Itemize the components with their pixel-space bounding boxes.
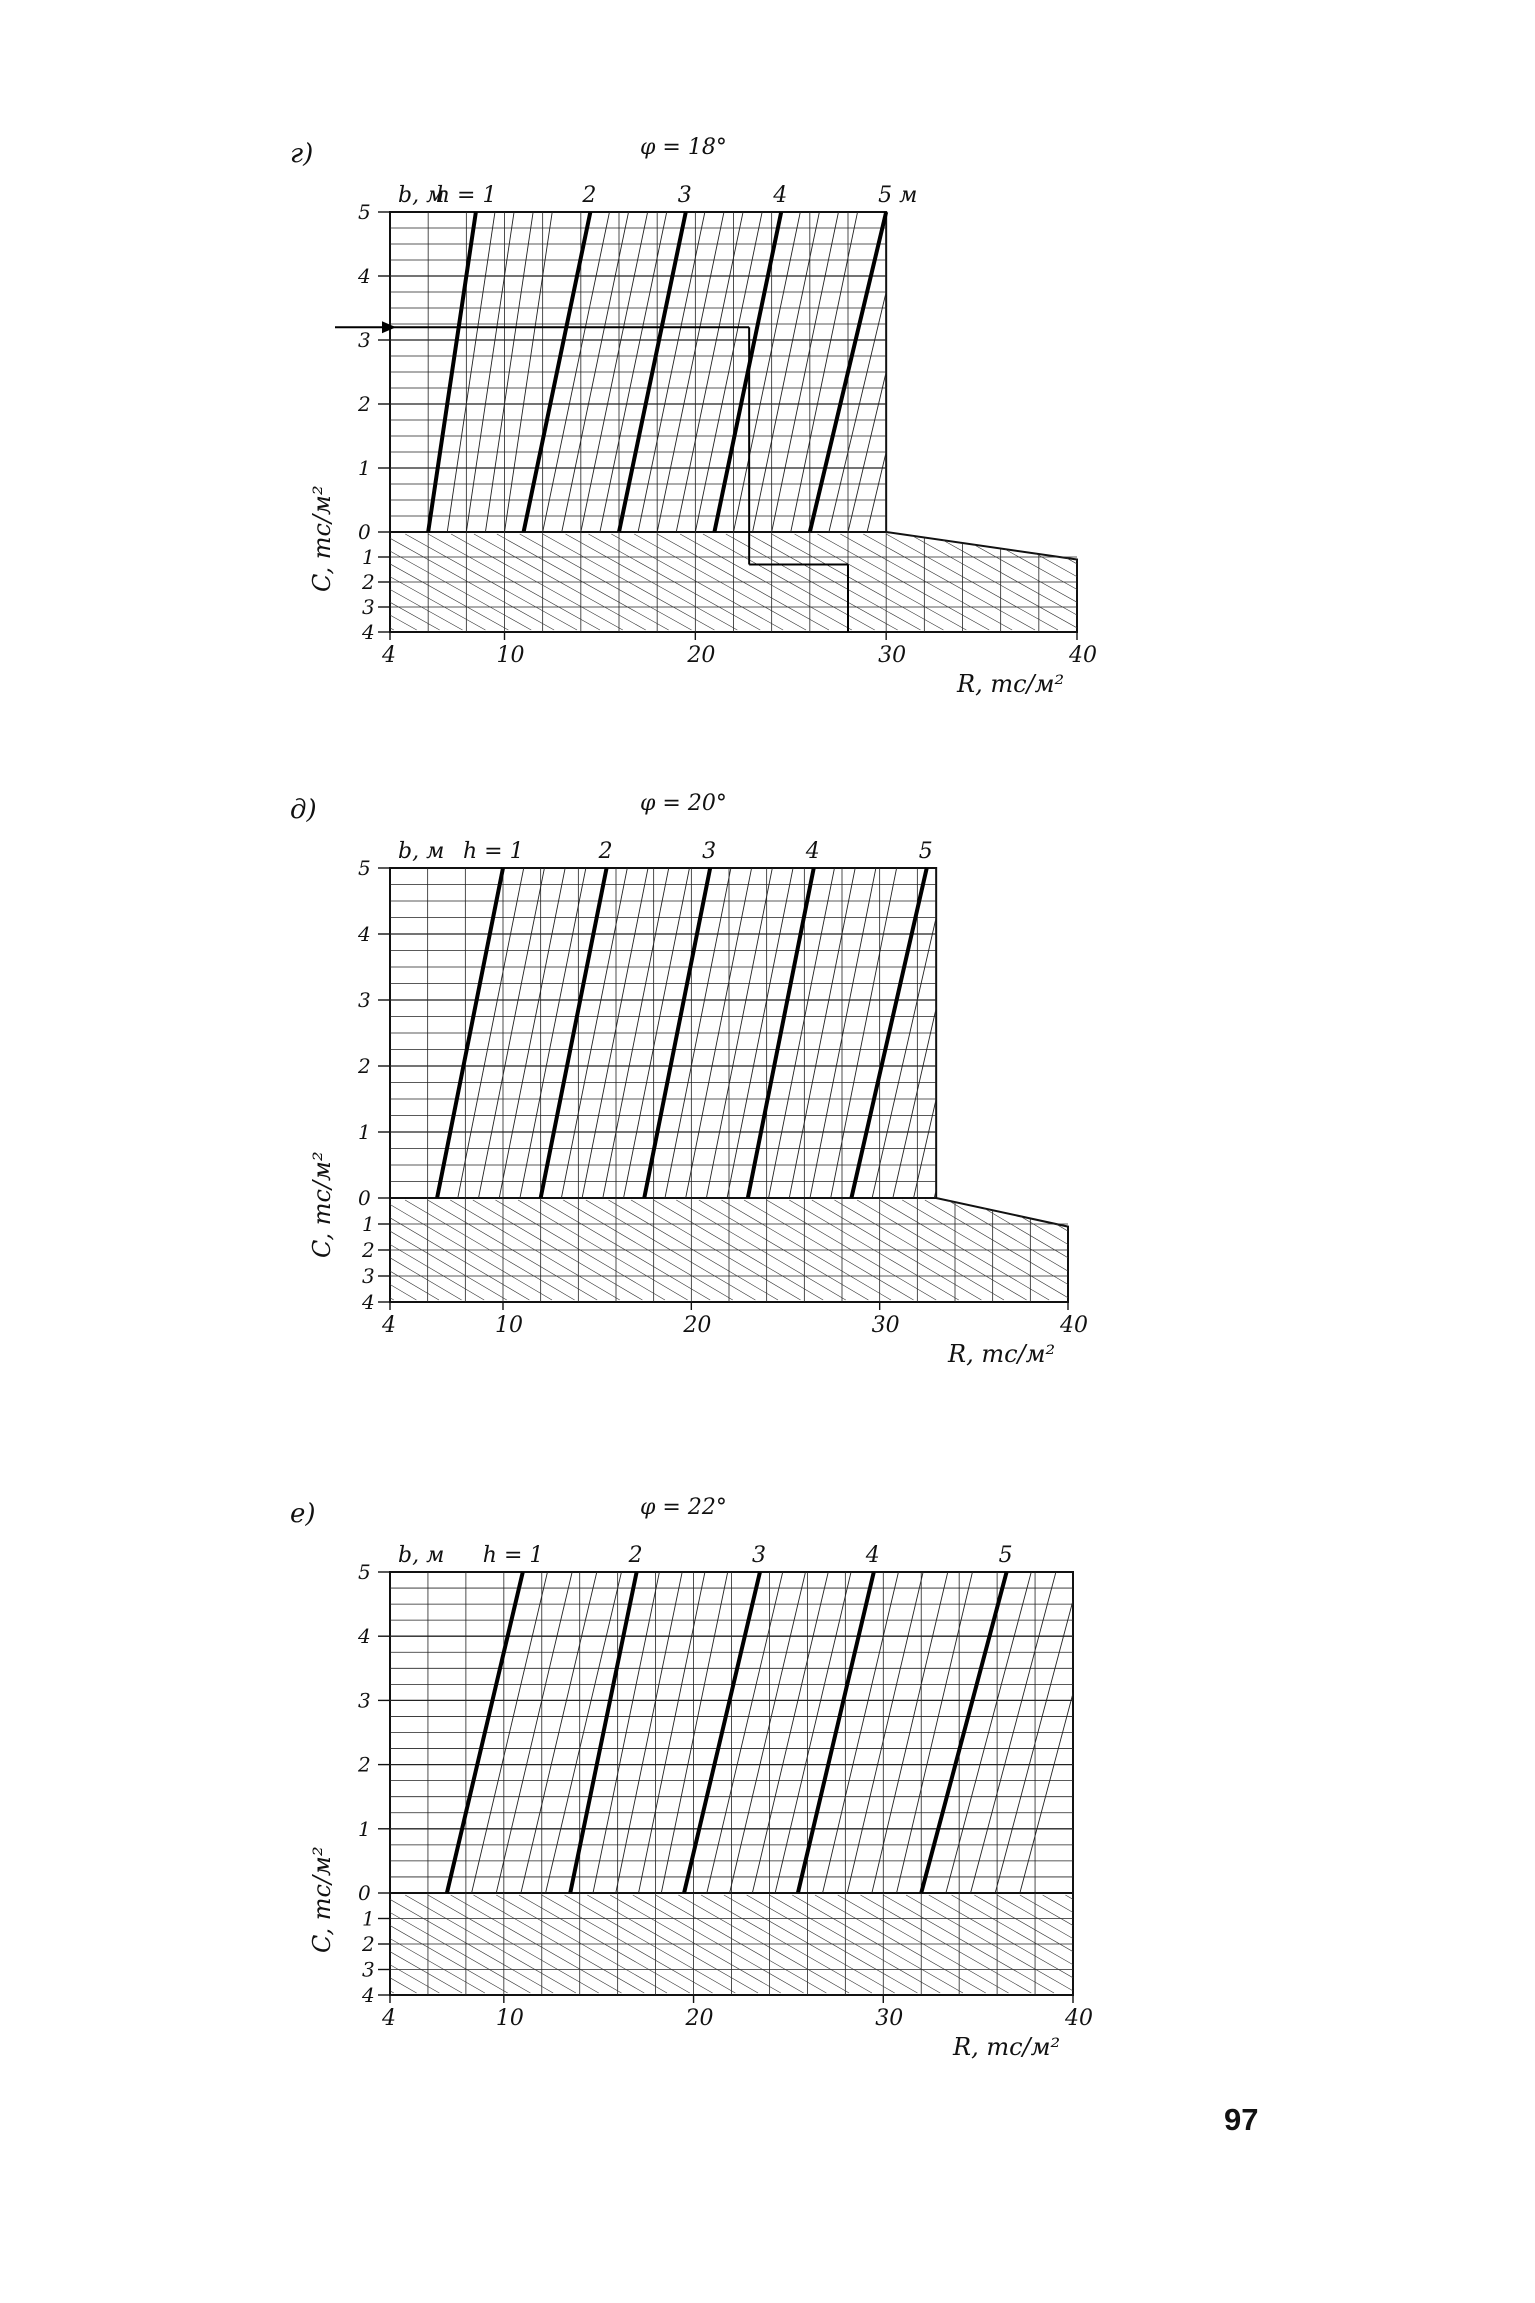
hatch-line	[153, 534, 325, 630]
y-tick-label: 1	[362, 1212, 375, 1236]
hatch-line	[200, 1895, 371, 1993]
x-tick-label: 10	[495, 2006, 524, 2031]
hatch-line	[1060, 1200, 1230, 1300]
panel-label: г)	[290, 139, 314, 169]
y-axis-label: C, тс/м²	[308, 485, 336, 592]
y-tick-label: 3	[362, 595, 375, 619]
nomogram-panel-2	[89, 791, 1298, 1368]
panel-title: φ = 20°	[640, 791, 727, 816]
b-label: b, м	[398, 839, 445, 864]
nomogram-panel-3	[86, 1495, 1304, 2061]
y-tick-label: 0	[358, 1881, 371, 1905]
h-label: 3	[677, 183, 692, 208]
h-label: 4	[865, 1543, 880, 1568]
panel-title: φ = 18°	[640, 135, 727, 160]
hatch-line	[130, 534, 302, 630]
x-tick-label: 30	[871, 1313, 900, 1338]
y-tick-label: 2	[358, 1752, 371, 1777]
h-label: 4	[773, 183, 788, 208]
y-tick-label: 4	[362, 1983, 375, 2007]
y-tick-label: 5	[358, 856, 371, 880]
x-tick-label: 10	[496, 643, 525, 668]
y-tick-label: 3	[362, 1957, 375, 1982]
hatch-line	[109, 1895, 280, 1993]
x-tick-label: 20	[687, 643, 716, 668]
b-line	[886, 212, 962, 532]
x-axis-label: R, тс/м²	[953, 2033, 1061, 2061]
y-tick-label: 3	[362, 1264, 375, 1288]
hatch-line	[1106, 1200, 1276, 1300]
h-label: h = 1	[463, 839, 524, 864]
h-label: 3	[751, 1543, 766, 1568]
y-tick-label: 4	[358, 264, 371, 288]
y-tick-label: 3	[358, 988, 371, 1012]
x-tick-label: 4	[382, 643, 396, 668]
hatch-line	[86, 1895, 257, 1993]
h-label: h = 1	[435, 183, 497, 208]
y-tick-label: 2	[362, 1238, 375, 1262]
b-line	[934, 868, 1009, 1198]
panel-title: φ = 22°	[640, 1495, 727, 1520]
hatch-line	[1134, 1895, 1305, 1993]
hatch-line	[85, 534, 257, 630]
hatch-line	[155, 1895, 326, 1993]
y-tick-label: 3	[358, 1688, 371, 1713]
y-tick-label: 2	[358, 392, 371, 416]
y-tick-label: 1	[358, 1816, 371, 1841]
y-tick-label: 0	[358, 1186, 371, 1210]
page-number: 97	[1224, 2102, 1259, 2137]
y-tick-label: 3	[358, 328, 371, 352]
y-tick-label: 0	[358, 520, 371, 544]
hatch-line	[1092, 534, 1264, 630]
x-tick-label: 40	[1060, 1313, 1088, 1338]
x-tick-label: 20	[683, 1313, 712, 1338]
y-tick-label: 4	[362, 620, 375, 644]
y-axis-label: C, тс/м²	[308, 1846, 336, 1953]
hatch-line	[1065, 1895, 1236, 1993]
x-tick-label: 4	[382, 2006, 396, 2031]
x-axis-label: R, тс/м²	[948, 1340, 1056, 1368]
hatch-line	[1128, 1200, 1298, 1300]
h-label: 5	[998, 1543, 1013, 1568]
hatch-line	[1083, 1200, 1253, 1300]
b-label: b, м	[398, 1543, 445, 1568]
hatch-line	[202, 1200, 371, 1300]
h-label: 3	[702, 839, 717, 864]
nomogram-panel-1	[85, 135, 1310, 698]
hatch-line	[199, 534, 371, 630]
hatch-line	[132, 1895, 303, 1993]
b-label: b, м	[398, 183, 445, 208]
h-label: 2	[582, 183, 597, 208]
x-tick-label: 40	[1069, 643, 1097, 668]
x-tick-label: 20	[685, 2006, 714, 2031]
y-tick-label: 2	[362, 1932, 375, 1956]
y-tick-label: 1	[358, 1120, 371, 1144]
hatch-line	[134, 1200, 304, 1300]
x-tick-label: 10	[495, 1313, 523, 1338]
x-tick-label: 40	[1065, 2006, 1093, 2031]
y-axis-label: C, тс/м²	[308, 1151, 336, 1258]
x-axis-label: R, тс/м²	[957, 670, 1065, 698]
hatch-line	[1111, 1895, 1282, 1993]
h-label: 2	[598, 839, 613, 864]
y-tick-label: 5	[358, 1560, 371, 1584]
panel-label: д)	[290, 795, 317, 825]
x-tick-label: 30	[878, 643, 907, 668]
x-tick-label: 30	[875, 2006, 904, 2031]
y-tick-label: 5	[358, 200, 371, 224]
panel-label: е)	[290, 1499, 316, 1529]
y-tick-label: 4	[358, 922, 371, 946]
h-label: 5 м	[878, 183, 918, 208]
y-tick-label: 4	[358, 1624, 371, 1649]
hatch-line	[111, 1200, 281, 1300]
y-tick-label: 4	[362, 1290, 375, 1314]
y-tick-label: 2	[362, 570, 375, 594]
h-label: 5	[918, 839, 933, 864]
y-tick-label: 1	[362, 1906, 375, 1931]
hatch-line	[1069, 534, 1241, 630]
hatch-line	[108, 534, 280, 630]
h-label: 2	[628, 1543, 643, 1568]
y-tick-label: 1	[358, 456, 371, 480]
y-tick-label: 2	[358, 1054, 371, 1078]
x-tick-label: 4	[382, 1313, 396, 1338]
hatch-line	[1088, 1895, 1259, 1993]
hatch-line	[1138, 534, 1310, 630]
h-label: 4	[805, 839, 820, 864]
hatch-line	[89, 1200, 259, 1300]
hatch-line	[1115, 534, 1287, 630]
hatch-line	[156, 1200, 326, 1300]
y-tick-label: 1	[362, 545, 375, 569]
h-label: h = 1	[482, 1543, 544, 1568]
